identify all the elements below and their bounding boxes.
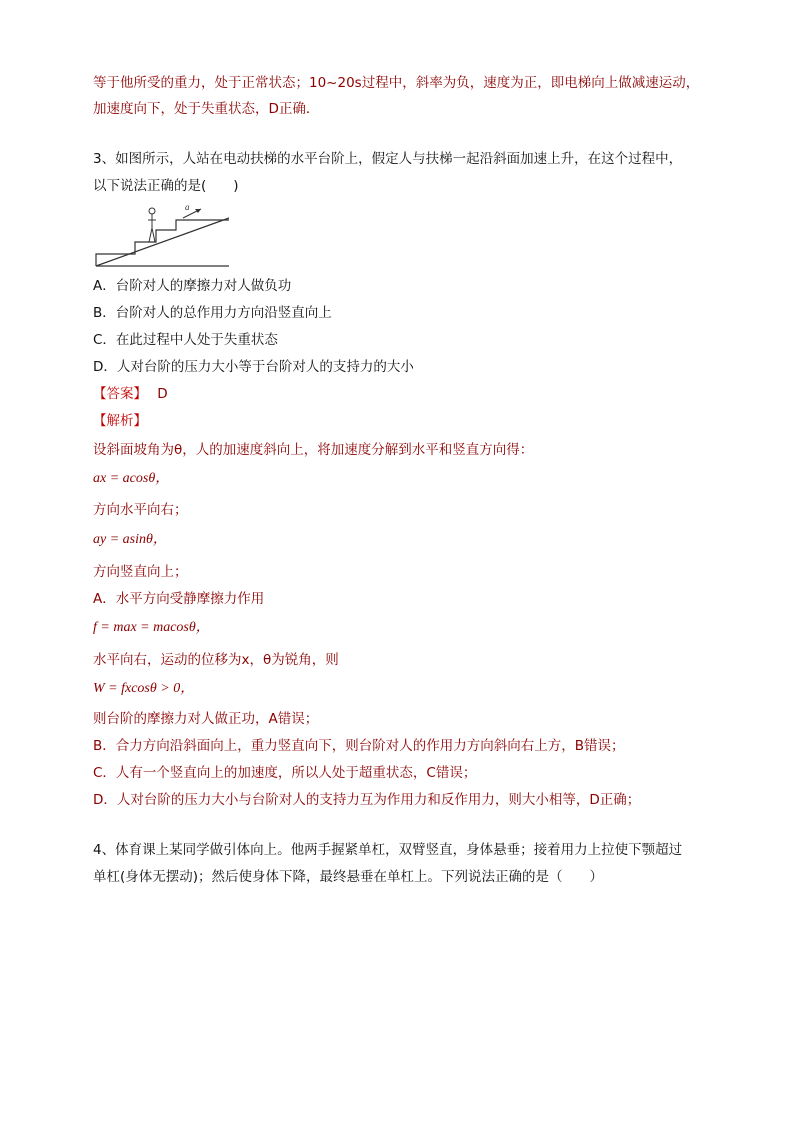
analysis-p4: 水平向右，运动的位移为x，θ为锐角，则 (93, 652, 339, 668)
analysis-option-d: D．人对台阶的压力大小与台阶对人的支持力互为作用力和反作用力，则大小相等，D正确； (93, 792, 641, 808)
analysis-eq1: ax = acosθ， (93, 471, 170, 486)
intro-line-1: 等于他所受的重力，处于正常状态；10~20s过程中，斜率为负，速度为正，即电梯向上做减速运动， (93, 75, 700, 91)
analysis-eq4: W = fxcosθ > 0， (93, 681, 195, 696)
q3-answer-row (93, 384, 168, 404)
answer-tag: 【答案】 (93, 386, 147, 402)
analysis-tag: 【解析】 (93, 413, 147, 429)
escalator-figure (93, 200, 233, 270)
answer-value: D (157, 386, 168, 402)
q3-option-b: B．台阶对人的总作用力方向沿竖直向上 (93, 305, 332, 321)
analysis-option-a: A．水平方向受静摩擦力作用 (93, 591, 265, 607)
analysis-eq3: f = max = macosθ， (93, 620, 210, 635)
analysis-eq2: ay = asinθ， (93, 532, 167, 547)
person-icon (148, 208, 156, 242)
q3-option-a: A．台阶对人的摩擦力对人做负功 (93, 278, 292, 294)
intro-line-2: 加速度向下，处于失重状态，D正确． (93, 101, 320, 117)
q4-stem-line-2: 单杠(身体无摆动)；然后使身体下降，最终悬垂在单杠上。下列说法正确的是（ ） (93, 869, 604, 885)
analysis-p3: 方向竖直向上； (93, 564, 188, 580)
analysis-p1: 设斜面坡角为θ，人的加速度斜向上，将加速度分解到水平和竖直方向得： (93, 442, 534, 458)
acceleration-label: a (185, 202, 190, 212)
q3-stem-line-2: 以下说法正确的是( ) (93, 178, 239, 194)
analysis-p5: 则台阶的摩擦力对人做正功，A错误； (93, 711, 319, 727)
analysis-p2: 方向水平向右； (93, 502, 188, 518)
q4-stem-line-1: 4、体育课上某同学做引体向上。他两手握紧单杠，双臂竖直，身体悬垂；接着用力上拉使下颚超过 (93, 842, 683, 858)
q3-option-d: D．人对台阶的压力大小等于台阶对人的支持力的大小 (93, 359, 414, 375)
analysis-option-b: B．合力方向沿斜面向上，重力竖直向下，则台阶对人的作用力方向斜向右上方，B错误； (93, 738, 625, 754)
analysis-option-c: C．人有一个竖直向上的加速度，所以人处于超重状态，C错误； (93, 765, 477, 781)
q3-stem-line-1: 3、如图所示，人站在电动扶梯的水平台阶上，假定人与扶梯一起沿斜面加速上升，在这个过程中， (93, 151, 683, 167)
q3-option-c: C．在此过程中人处于失重状态 (93, 332, 278, 348)
escalator-incline (96, 218, 229, 266)
